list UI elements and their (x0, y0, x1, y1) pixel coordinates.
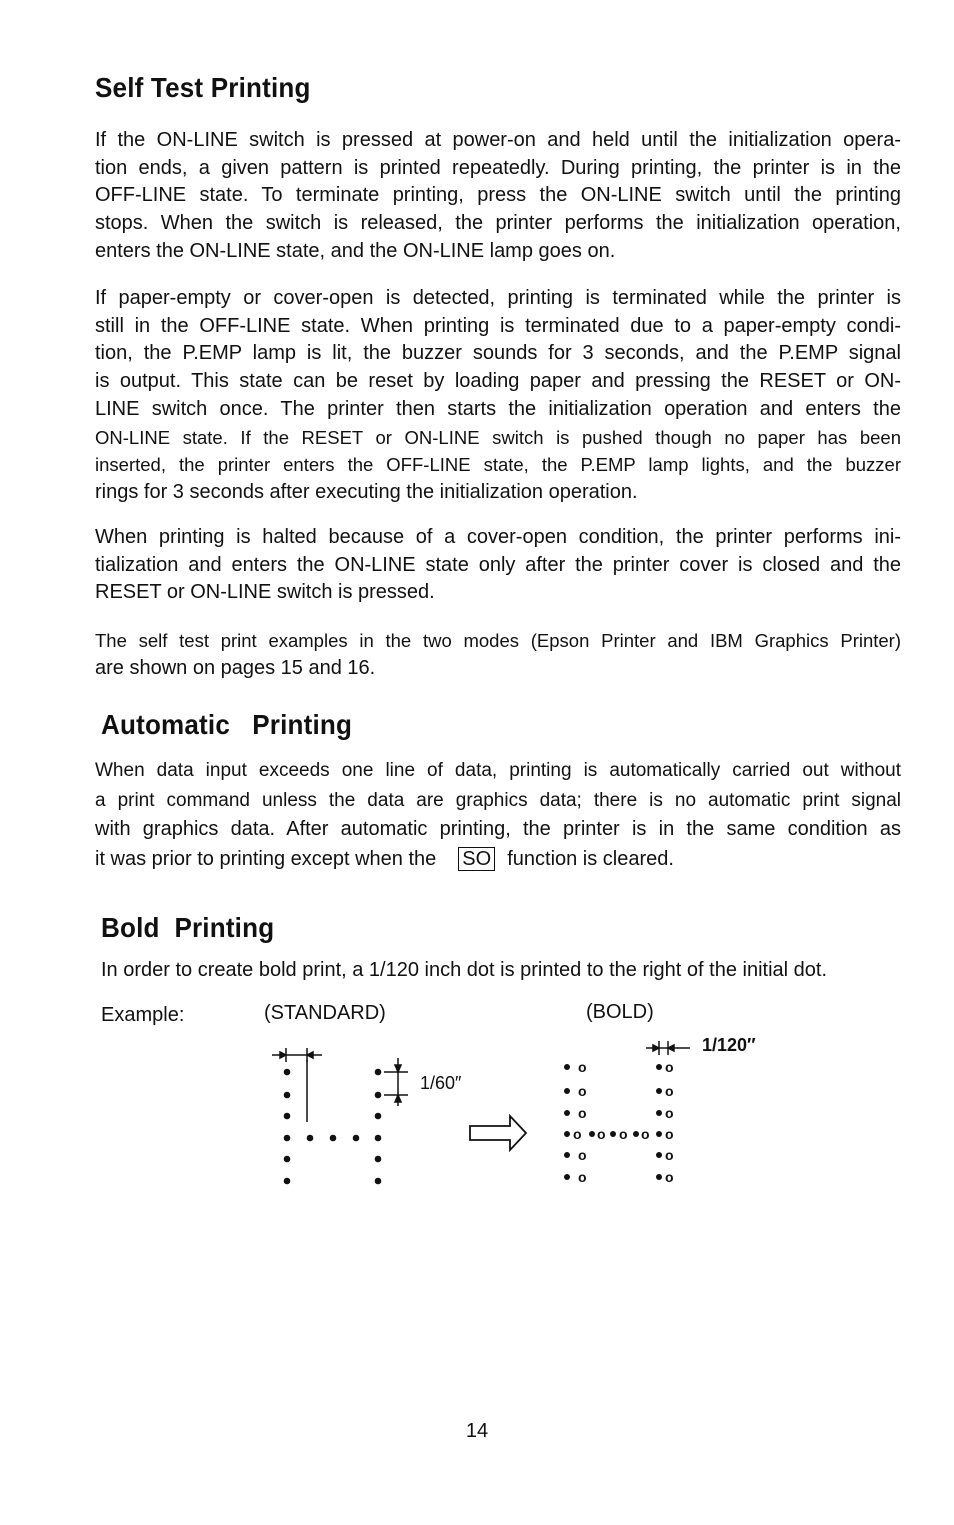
dot (656, 1174, 662, 1180)
text-line: When data input exceeds one line of data, printing is automatically carried out without (95, 760, 901, 781)
heading-self-test-printing: Self Test Printing (95, 72, 311, 103)
standard-label: (STANDARD) (264, 1002, 386, 1024)
hollow-dot: o (619, 1126, 628, 1142)
dot (330, 1135, 337, 1142)
text-line: In order to create bold print, a 1/120 inch dot is printed to the right of the initial dot. (101, 959, 827, 981)
text-line: stops. When the switch is released, the printer performs the initialization operation, (95, 212, 901, 235)
page-number: 14 (465, 1420, 489, 1442)
text-line: rings for 3 seconds after executing the initialization operation. (95, 480, 638, 503)
text-line: LINE switch once. The printer then starts the initialization operation and enters the (95, 397, 901, 420)
hollow-dot: o (665, 1147, 674, 1163)
bold-label: (BOLD) (586, 1001, 654, 1023)
text-line: If paper-empty or cover-open is detected, printing is terminated while the printer is (95, 287, 901, 309)
dot (564, 1152, 570, 1158)
text-line: enters the ON-LINE state, and the ON-LINE lamp goes on. (95, 239, 616, 262)
text-fragment: function is cleared. (507, 847, 674, 870)
standard-dot-spacing-dimension (272, 1048, 322, 1122)
dot (375, 1113, 382, 1120)
so-key-box: SO (458, 847, 495, 871)
dimension-label-1-120: 1/120″ (702, 1035, 756, 1055)
bold-offset-dimension (646, 1041, 690, 1055)
dot (564, 1174, 570, 1180)
dot (375, 1069, 382, 1076)
heading-automatic-printing: Automatic Printing (101, 709, 353, 740)
dot (610, 1131, 616, 1137)
dot (353, 1135, 360, 1142)
example-label: Example: (101, 1004, 185, 1026)
dot (656, 1088, 662, 1094)
text-fragment: it was prior to printing except when the (95, 847, 437, 870)
bold-dot-pattern (564, 1059, 674, 1185)
text-line: with graphics data. After automatic printing, the printer is in the same condition as (95, 818, 901, 840)
dot (564, 1110, 570, 1116)
dot (375, 1178, 382, 1185)
dot (656, 1110, 662, 1116)
dot (656, 1064, 662, 1070)
dot (564, 1131, 570, 1137)
hollow-dot: o (578, 1147, 587, 1163)
text-line: inserted, the printer enters the OFF-LINE state, the P.EMP lamp lights, and the buzzer (95, 454, 901, 476)
hollow-dot: o (578, 1105, 587, 1121)
hollow-dot: o (665, 1083, 674, 1099)
hollow-dot: o (665, 1169, 674, 1185)
text-line: tialization and enters the ON-LINE state only after the printer cover is closed and the (95, 553, 901, 576)
text-line: still in the OFF-LINE state. When printing is terminated due to a paper-empty condi- (95, 314, 901, 337)
hollow-dot: o (597, 1126, 606, 1142)
text-line: ON-LINE state. If the RESET or ON-LINE switch is pushed though no paper has been (95, 426, 901, 448)
hollow-dot: o (578, 1059, 587, 1075)
text-line: tion, the P.EMP lamp is lit, the buzzer sounds for 3 seconds, and the P.EMP signal (95, 342, 901, 365)
text-line: are shown on pages 15 and 16. (95, 656, 376, 679)
hollow-dot: o (578, 1083, 587, 1099)
hollow-dot: o (665, 1059, 674, 1075)
text-line: The self test print examples in the two modes (Epson Printer and IBM Graphics Printer) (95, 630, 901, 651)
heading-bold-printing: Bold Printing (101, 912, 275, 943)
text-line: If the ON-LINE switch is pressed at power-on and held until the initialization opera- (95, 129, 901, 151)
dot (589, 1131, 595, 1137)
text-line: is output. This state can be reset by loading paper and pressing the RESET or ON- (95, 370, 901, 393)
text-line: When printing is halted because of a cover-open condition, the printer performs ini- (95, 526, 901, 548)
hollow-dot: o (665, 1105, 674, 1121)
text-line: tion ends, a given pattern is printed repeatedly. During printing, the printer is in the (95, 156, 901, 179)
text-line: a print command unless the data are graphics data; there is no automatic print signal (95, 789, 901, 811)
dot (656, 1131, 662, 1137)
dot (564, 1064, 570, 1070)
hollow-dot: o (573, 1126, 582, 1142)
hollow-dot: o (641, 1126, 650, 1142)
dot (284, 1092, 291, 1099)
dot (633, 1131, 639, 1137)
hollow-dot: o (665, 1126, 674, 1142)
dot (375, 1092, 382, 1099)
dot (307, 1135, 314, 1142)
vertical-dot-spacing-dimension (384, 1058, 408, 1106)
dot (284, 1135, 291, 1142)
dot (284, 1156, 291, 1163)
dot (375, 1135, 382, 1142)
dimension-label-1-60: 1/60″ (420, 1073, 462, 1093)
standard-dot-pattern (284, 1069, 382, 1185)
dot (656, 1152, 662, 1158)
text-line: RESET or ON-LINE switch is pressed. (95, 581, 435, 604)
dot (564, 1088, 570, 1094)
right-arrow-icon (470, 1116, 526, 1150)
dot (375, 1156, 382, 1163)
hollow-dot: o (578, 1169, 587, 1185)
dot (284, 1178, 291, 1185)
text-line: OFF-LINE state. To terminate printing, press the ON-LINE switch until the printing (95, 184, 901, 207)
dot (284, 1069, 291, 1076)
dot (284, 1113, 291, 1120)
